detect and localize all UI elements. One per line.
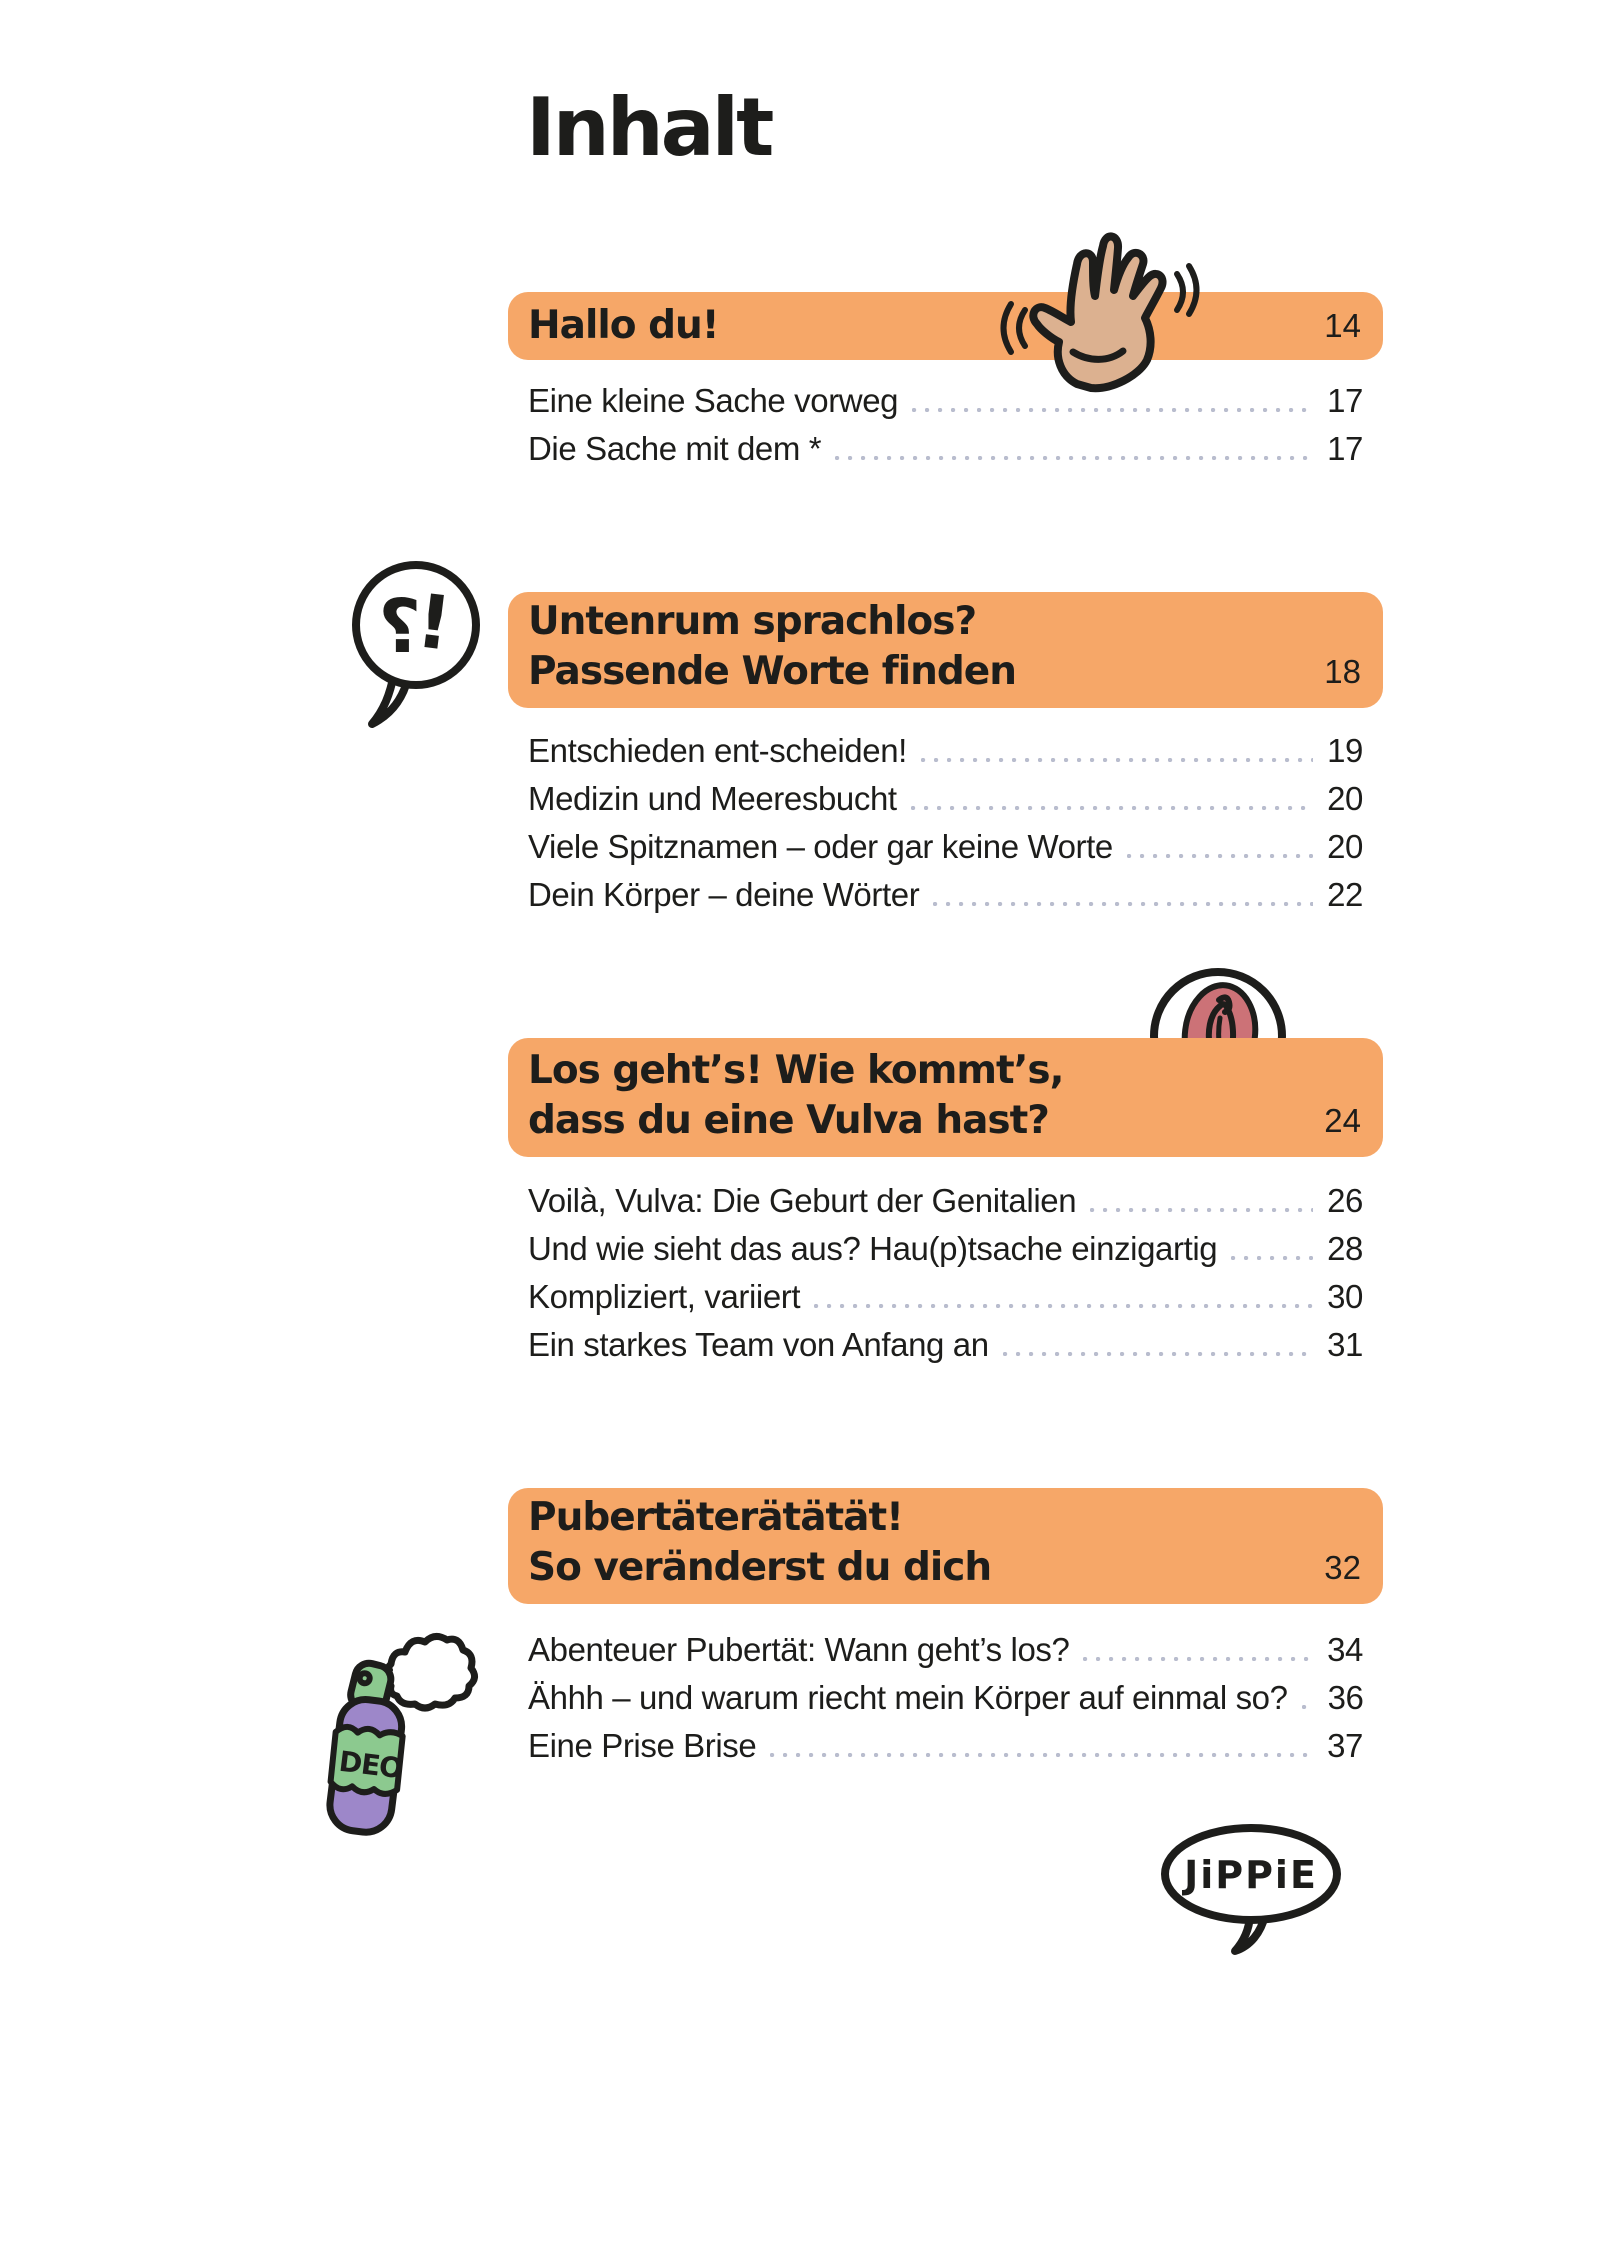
- section-title: Los geht’s! Wie kommt’s, dass du eine Vulva hast?: [528, 1048, 1064, 1143]
- hand-shape: [1033, 236, 1162, 388]
- section-title: Untenrum sprachlos? Passende Worte finden: [528, 599, 1016, 694]
- toc-entry: [528, 1722, 1363, 1770]
- toc-entries-section-3: [528, 1177, 1363, 1369]
- dotted-leader: [1083, 1657, 1313, 1661]
- jippie-text: JiPPiE: [1184, 1853, 1318, 1897]
- toc-entry: [528, 1177, 1363, 1225]
- waving-hand-icon: [993, 230, 1201, 395]
- entry-page-number: 20: [1327, 780, 1363, 817]
- section-title: Hallo du!: [528, 303, 719, 348]
- entry-page-number: 20: [1327, 828, 1363, 865]
- deo-spray-can-icon: [305, 1624, 500, 1844]
- toc-entries-section-2: [528, 727, 1363, 919]
- section-header-untenrum: [508, 592, 1383, 708]
- entry-label: Viele Spitznamen – oder gar keine Worte: [528, 828, 1113, 865]
- entry-page-number: 34: [1327, 1631, 1363, 1668]
- entry-label: Entschieden ent-scheiden!: [528, 732, 907, 769]
- entry-label: Und wie sieht das aus? Hau(p)tsache einzigartig: [528, 1230, 1218, 1267]
- spray-cloud: [386, 1636, 475, 1708]
- entry-label: Ähhh – und warum riecht mein Körper auf einmal so?: [528, 1679, 1288, 1716]
- dotted-leader: [1127, 854, 1313, 858]
- entry-page-number: 30: [1327, 1278, 1363, 1315]
- dotted-leader: [1003, 1352, 1313, 1356]
- toc-entries-section-4: [528, 1626, 1363, 1770]
- bang-glyph: !: [411, 578, 456, 668]
- dotted-leader: [921, 758, 1313, 762]
- entry-label: Eine Prise Brise: [528, 1727, 757, 1764]
- toc-entry: [528, 1321, 1363, 1369]
- section-page-number: 24: [1324, 1102, 1361, 1139]
- toc-entry: [528, 727, 1363, 775]
- qmark-glyph: ?: [378, 584, 422, 670]
- toc-entry: [528, 775, 1363, 823]
- toc-entry: [528, 1674, 1363, 1722]
- section-page-number: 14: [1324, 307, 1361, 344]
- entry-label: Medizin und Meeresbucht: [528, 780, 897, 817]
- entry-label: Kompliziert, variiert: [528, 1278, 801, 1315]
- jippie-speech-bubble-icon: [1152, 1816, 1352, 1961]
- section-header-pubertaet: [508, 1488, 1383, 1604]
- entry-page-number: 19: [1327, 732, 1363, 769]
- dotted-leader: [912, 408, 1313, 412]
- toc-entry: [528, 1273, 1363, 1321]
- dotted-leader: [911, 806, 1313, 810]
- section-header-los-gehts: [508, 1038, 1383, 1157]
- entry-page-number: 31: [1327, 1326, 1363, 1363]
- toc-entry: [528, 823, 1363, 871]
- toc-entries-section-1: [528, 377, 1363, 473]
- toc-entry: [528, 377, 1363, 425]
- question-exclamation-bubble-icon: [350, 552, 490, 732]
- dotted-leader: [1302, 1705, 1314, 1709]
- section-page-number: 32: [1324, 1549, 1361, 1586]
- section-header-hallo-du: [508, 292, 1383, 360]
- page-title: Inhalt: [526, 81, 772, 174]
- entry-label: Dein Körper – deine Wörter: [528, 876, 920, 913]
- dotted-leader: [1231, 1256, 1313, 1260]
- entry-page-number: 17: [1327, 382, 1363, 419]
- dotted-leader: [770, 1753, 1313, 1757]
- dotted-leader: [835, 456, 1313, 460]
- entry-label: Ein starkes Team von Anfang an: [528, 1326, 989, 1363]
- entry-label: Die Sache mit dem *: [528, 430, 822, 467]
- entry-page-number: 37: [1327, 1727, 1363, 1764]
- entry-label: Eine kleine Sache vorweg: [528, 382, 899, 419]
- toc-entry: [528, 1225, 1363, 1273]
- entry-label: Abenteuer Pubertät: Wann geht’s los?: [528, 1631, 1070, 1668]
- toc-entry: [528, 1626, 1363, 1674]
- dotted-leader: [1090, 1208, 1313, 1212]
- toc-entry: [528, 425, 1363, 473]
- entry-label: Voilà, Vulva: Die Geburt der Genitalien: [528, 1182, 1077, 1219]
- dotted-leader: [814, 1304, 1313, 1308]
- entry-page-number: 17: [1327, 430, 1363, 467]
- dotted-leader: [933, 902, 1313, 906]
- section-page-number: 18: [1324, 653, 1361, 690]
- entry-page-number: 26: [1327, 1182, 1363, 1219]
- entry-page-number: 22: [1327, 876, 1363, 913]
- deo-label-text: DEO: [337, 1744, 404, 1786]
- toc-entry: [528, 871, 1363, 919]
- section-title: Pubertäterätätät! So veränderst du dich: [528, 1495, 992, 1590]
- entry-page-number: 36: [1327, 1679, 1364, 1716]
- entry-page-number: 28: [1327, 1230, 1363, 1267]
